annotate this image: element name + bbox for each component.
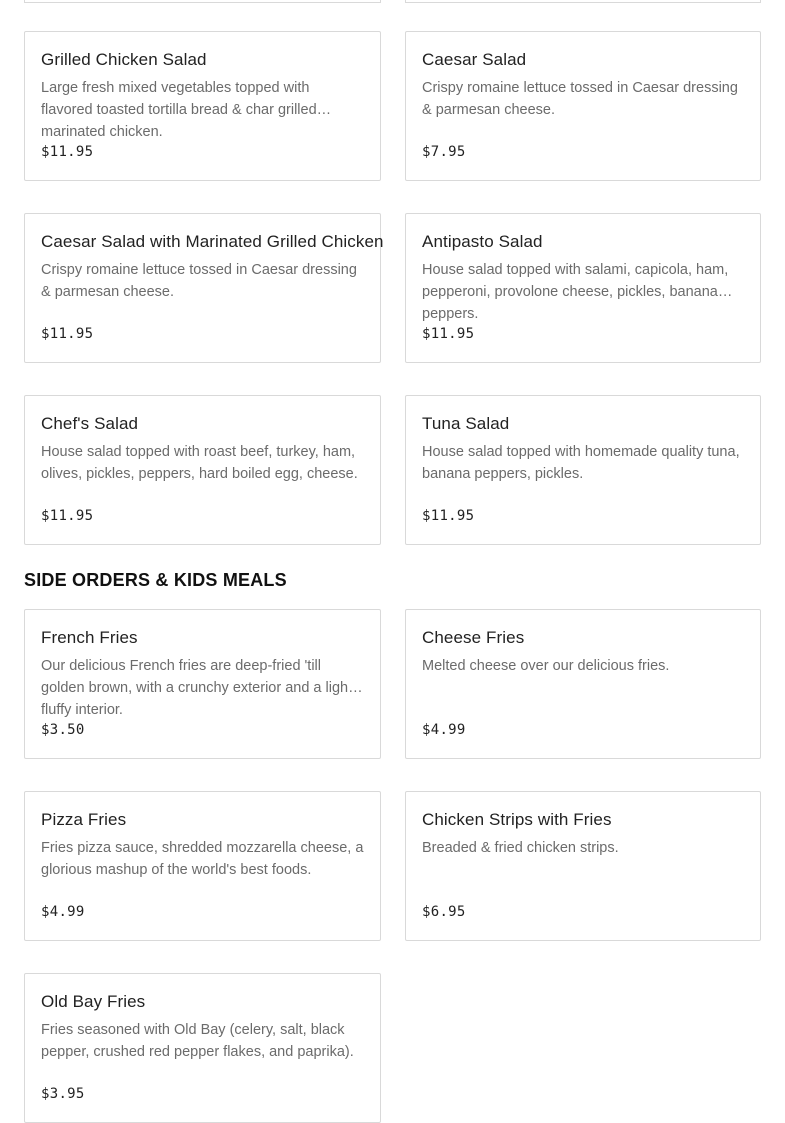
salads-grid: [24, 31, 761, 545]
menu-item-card[interactable]: [24, 791, 381, 941]
menu-item-name: Tuna Salad: [422, 414, 510, 433]
menu-item-card[interactable]: [405, 213, 761, 363]
menu-item-price: $4.99: [422, 722, 466, 738]
menu-item-name: Cheese Fries: [422, 628, 525, 647]
menu-item-price: $11.95: [41, 326, 94, 342]
menu-item-name: French Fries: [41, 628, 138, 647]
menu-item-price: $3.50: [41, 722, 85, 738]
menu-item-card[interactable]: [405, 31, 761, 181]
menu-item-name: Antipasto Salad: [422, 232, 543, 251]
menu-item-card[interactable]: [405, 609, 761, 759]
menu-item-description: Fries seasoned with Old Bay (celery, salt, black pepper, crushed red pepper flakes, and paprika).: [41, 1022, 354, 1060]
menu-item-card[interactable]: [24, 395, 381, 545]
menu-item-card[interactable]: [24, 213, 384, 363]
previous-card-edge-right: [405, 0, 761, 3]
menu-item-description: Crispy romaine lettuce tossed in Caesar dressing & parmesan cheese.: [41, 262, 357, 300]
menu-item-name: Chicken Strips with Fries: [422, 810, 612, 829]
menu-item-description: House salad topped with homemade quality tuna, banana peppers, pickles.: [422, 444, 740, 482]
menu-item-name: Caesar Salad with Marinated Grilled Chicken: [41, 232, 384, 251]
menu-item-price: $11.95: [422, 326, 475, 342]
menu-item-description: Our delicious French fries are deep-fried 'till golden brown, with a crunchy exterior and a light fluffy interior.: [41, 658, 353, 718]
menu-item-name: Chef's Salad: [41, 414, 139, 433]
menu-item-description: House salad topped with salami, capicola, ham, pepperoni, provolone cheese, pickles, banana peppers.: [422, 262, 729, 322]
menu-item-card[interactable]: [24, 609, 381, 759]
menu-item-description: Crispy romaine lettuce tossed in Caesar dressing & parmesan cheese.: [422, 80, 738, 118]
section-heading-sides: SIDE ORDERS & KIDS MEALS: [24, 570, 287, 590]
menu-item-price: $7.95: [422, 144, 466, 160]
menu-item-price: $11.95: [422, 508, 475, 524]
menu-item-price: $4.99: [41, 904, 85, 920]
previous-card-edge-left: [24, 0, 381, 3]
menu-item-price: $11.95: [41, 144, 94, 160]
menu-item-price: $6.95: [422, 904, 466, 920]
menu-item-name: Old Bay Fries: [41, 992, 146, 1011]
menu-item-price: $11.95: [41, 508, 94, 524]
menu-item-description: Breaded & fried chicken strips.: [422, 840, 619, 856]
menu-item-name: Caesar Salad: [422, 50, 527, 69]
menu-item-name: Pizza Fries: [41, 810, 127, 829]
menu-item-description: Fries pizza sauce, shredded mozzarella cheese, a glorious mashup of the world's best foods.: [41, 840, 364, 878]
menu-item-description: Melted cheese over our delicious fries.: [422, 658, 670, 674]
sides-grid: [24, 609, 761, 1123]
menu-item-price: $3.95: [41, 1086, 85, 1102]
menu-item-card[interactable]: [405, 791, 761, 941]
menu-item-card[interactable]: [405, 395, 761, 545]
menu-item-card[interactable]: [24, 31, 381, 181]
menu-item-name: Grilled Chicken Salad: [41, 50, 207, 69]
menu-item-description: House salad topped with roast beef, turkey, ham, olives, pickles, peppers, hard boiled egg, cheese.: [41, 444, 358, 482]
menu-item-description: Large fresh mixed vegetables topped with flavored toasted tortilla bread & char grilled marinated chicken.: [41, 80, 317, 140]
menu-item-card[interactable]: [24, 973, 381, 1123]
